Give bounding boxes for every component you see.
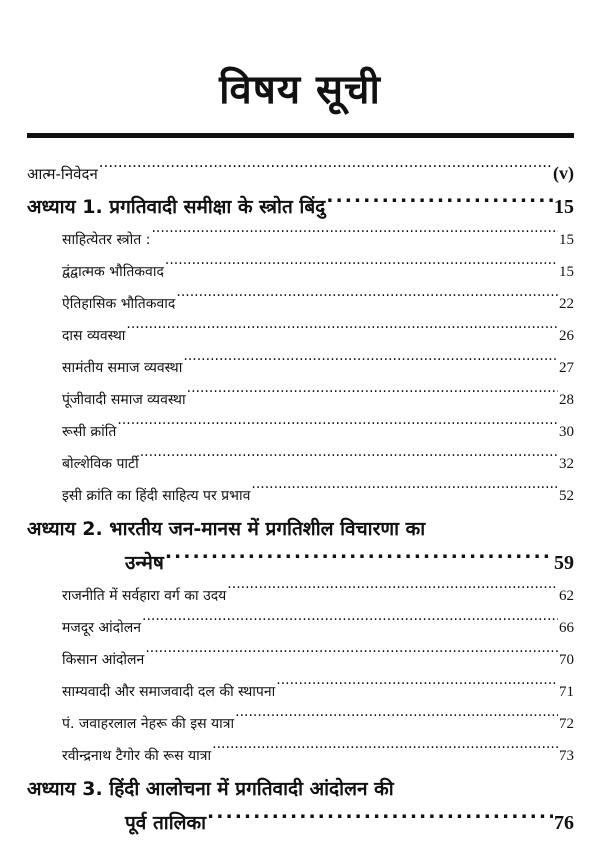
- dot-leader: [142, 618, 558, 632]
- dot-leader: [165, 262, 558, 276]
- toc-section[interactable]: [27, 612, 574, 644]
- dot-leader: [212, 746, 558, 760]
- section-title: किसान आंदोलन: [62, 652, 145, 668]
- dot-leader: [326, 194, 553, 213]
- section-title: साम्यवादी और समाजवादी दल की स्थापना: [62, 684, 276, 700]
- chapter-title-line2-row: [27, 806, 574, 840]
- section-title: पूंजीवादी समाज व्यवस्था: [62, 392, 186, 408]
- toc-section[interactable]: [27, 740, 574, 772]
- section-title: राजनीति में सर्वहारा वर्ग का उदय: [62, 588, 227, 604]
- toc-entry-preface[interactable]: [27, 156, 574, 190]
- dot-leader: [227, 586, 558, 600]
- title-divider: [27, 133, 574, 138]
- dot-leader: [235, 714, 558, 728]
- dot-leader: [176, 294, 558, 308]
- dot-leader: [117, 422, 558, 436]
- toc-section[interactable]: [27, 352, 574, 384]
- dot-leader: [140, 454, 558, 468]
- chapter-title-line1: अध्याय 3. हिंदी आलोचना में प्रगतिवादी आंदोलन की: [27, 778, 394, 800]
- section-page: 26: [559, 328, 574, 344]
- section-page: 15: [559, 232, 574, 248]
- section-page: 22: [559, 296, 574, 312]
- section-page: 28: [559, 392, 574, 408]
- toc-entry-page: (v): [553, 163, 574, 183]
- dot-leader: [126, 326, 558, 340]
- section-page: 71: [559, 684, 574, 700]
- chapter-title: अध्याय 1. प्रगतिवादी समीक्षा के स्त्रोत बिंदु: [27, 196, 326, 218]
- toc-section[interactable]: [27, 644, 574, 676]
- chapter-page: 76: [554, 812, 574, 834]
- section-page: 62: [559, 588, 574, 604]
- toc-chapter-2[interactable]: [27, 512, 574, 580]
- toc-section[interactable]: [27, 708, 574, 740]
- toc-section[interactable]: [27, 288, 574, 320]
- toc-section[interactable]: [27, 256, 574, 288]
- section-page: 66: [559, 620, 574, 636]
- section-page: 72: [559, 716, 574, 732]
- section-title: रवीन्द्रनाथ टैगोर की रूस यात्रा: [62, 748, 212, 764]
- dot-leader: [151, 230, 558, 244]
- page-title: विषय सूची: [219, 67, 381, 113]
- chapter-page: 15: [554, 196, 574, 218]
- section-page: 52: [559, 488, 574, 504]
- toc-section[interactable]: [27, 676, 574, 708]
- chapter-title-line2: पूर्व तालिका: [125, 812, 207, 834]
- section-title: मजदूर आंदोलन: [62, 620, 141, 636]
- section-page: 73: [559, 748, 574, 764]
- table-of-contents: [27, 156, 574, 840]
- toc-section[interactable]: [27, 448, 574, 480]
- section-title: दास व्यवस्था: [62, 328, 126, 344]
- dot-leader: [183, 358, 558, 372]
- section-title: ऐतिहासिक भौतिकवाद: [62, 296, 176, 312]
- section-title: द्वंद्वात्मक भौतिकवाद: [62, 264, 164, 280]
- section-title: पं. जवाहरलाल नेहरू की इस यात्रा: [62, 716, 235, 732]
- section-page: 30: [559, 424, 574, 440]
- chapter-title-line1: अध्याय 2. भारतीय जन-मानस में प्रगतिशील विचारणा का: [27, 518, 426, 540]
- section-page: 32: [559, 456, 574, 472]
- chapter-title-line2: उन्मेष: [125, 552, 164, 574]
- toc-chapter-1[interactable]: [27, 190, 574, 224]
- toc-section[interactable]: [27, 580, 574, 612]
- section-title: बोल्शेविक पार्टी: [62, 456, 139, 472]
- section-title: सामंतीय समाज व्यवस्था: [62, 360, 183, 376]
- section-page: 70: [559, 652, 574, 668]
- toc-section[interactable]: [27, 480, 574, 512]
- toc-section[interactable]: [27, 224, 574, 256]
- dot-leader: [145, 650, 558, 664]
- dot-leader: [99, 164, 552, 179]
- section-page: 27: [559, 360, 574, 376]
- toc-section[interactable]: [27, 384, 574, 416]
- dot-leader: [165, 550, 553, 569]
- chapter-page: 59: [554, 552, 574, 574]
- section-title: इसी क्रांति का हिंदी साहित्य पर प्रभाव: [62, 488, 251, 504]
- section-title: रूसी क्रांति: [62, 424, 117, 440]
- dot-leader: [207, 810, 553, 829]
- toc-section[interactable]: [27, 416, 574, 448]
- dot-leader: [251, 486, 558, 500]
- chapter-title-line2-row: [27, 546, 574, 580]
- toc-entry-label: आत्म-निवेदन: [27, 165, 98, 183]
- dot-leader: [276, 682, 558, 696]
- section-page: 15: [559, 264, 574, 280]
- section-title: साहित्येतर स्त्रोत :: [62, 232, 151, 248]
- dot-leader: [187, 390, 558, 404]
- toc-section[interactable]: [27, 320, 574, 352]
- toc-chapter-3[interactable]: [27, 772, 574, 840]
